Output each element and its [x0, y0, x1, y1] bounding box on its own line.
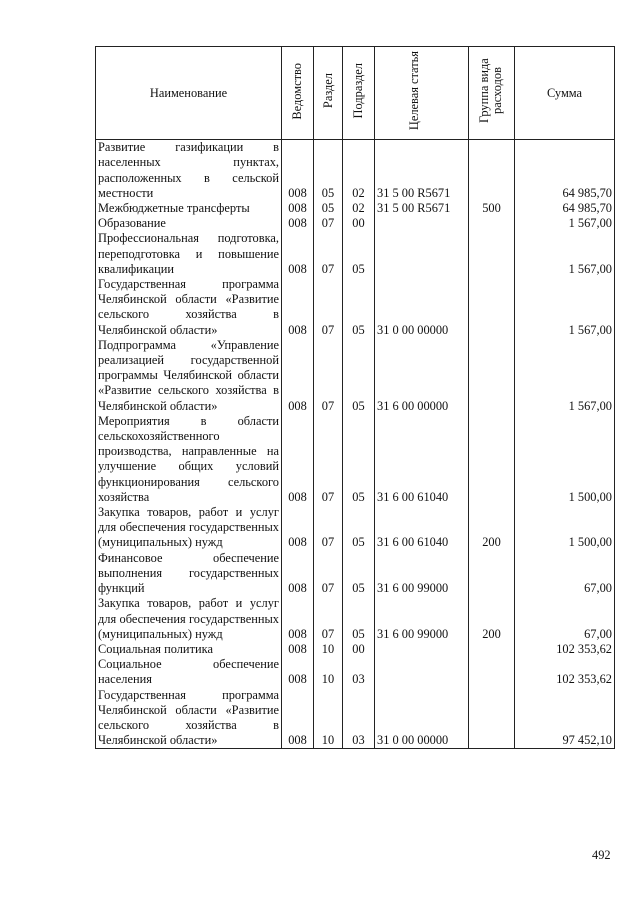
row-summa: 1 567,00 [515, 277, 615, 338]
header-podrazdel: Подраздел [343, 47, 375, 140]
row-gruppa: 200 [469, 505, 515, 551]
table-row [96, 338, 615, 414]
row-summa: 64 985,70 [515, 140, 615, 201]
row-gruppa [469, 551, 515, 597]
page-number: 492 [592, 848, 611, 862]
row-celevaya-statya: 31 6 00 61040 [375, 505, 469, 551]
table-row [96, 216, 615, 231]
table-row [96, 277, 615, 338]
row-celevaya-statya: 31 6 00 61040 [375, 414, 469, 505]
table-row [96, 505, 615, 551]
row-summa: 64 985,70 [515, 201, 615, 216]
table-row [96, 551, 615, 597]
row-podrazdel: 05 [343, 338, 375, 414]
row-vedomstvo: 008 [282, 414, 314, 505]
row-razdel: 07 [314, 338, 343, 414]
header-razdel: Раздел [314, 47, 343, 140]
row-razdel: 07 [314, 596, 343, 642]
row-gruppa [469, 642, 515, 657]
row-vedomstvo: 008 [282, 642, 314, 657]
row-gruppa [469, 688, 515, 749]
row-razdel: 05 [314, 201, 343, 216]
row-vedomstvo: 008 [282, 140, 314, 201]
row-name: Финансовое обеспечение выполнения государственных функций [96, 551, 282, 597]
row-celevaya-statya [375, 231, 469, 277]
row-celevaya-statya: 31 0 00 00000 [375, 688, 469, 749]
row-vedomstvo: 008 [282, 277, 314, 338]
row-name: Подпрограмма «Управление реализацией государственной программы Челябинской области «Развитие сельского хозяйства в Челябинской области» [96, 338, 282, 414]
row-razdel: 07 [314, 505, 343, 551]
row-celevaya-statya: 31 6 00 99000 [375, 596, 469, 642]
row-gruppa [469, 414, 515, 505]
header-vedomstvo: Ведомство [282, 47, 314, 140]
row-podrazdel: 05 [343, 505, 375, 551]
row-gruppa [469, 216, 515, 231]
row-vedomstvo: 008 [282, 505, 314, 551]
row-gruppa [469, 140, 515, 201]
row-summa: 102 353,62 [515, 642, 615, 657]
table-header [96, 47, 615, 140]
table-row [96, 140, 615, 201]
row-podrazdel: 05 [343, 414, 375, 505]
row-podrazdel: 03 [343, 657, 375, 687]
row-gruppa: 200 [469, 596, 515, 642]
row-podrazdel: 02 [343, 140, 375, 201]
row-gruppa [469, 338, 515, 414]
row-vedomstvo: 008 [282, 338, 314, 414]
row-razdel: 07 [314, 551, 343, 597]
row-razdel: 07 [314, 216, 343, 231]
row-celevaya-statya: 31 6 00 00000 [375, 338, 469, 414]
row-gruppa [469, 231, 515, 277]
row-name: Социальное обеспечение населения [96, 657, 282, 687]
header-summa: Сумма [515, 47, 615, 140]
row-summa: 1 567,00 [515, 231, 615, 277]
row-name: Закупка товаров, работ и услуг для обеспечения государственных (муниципальных) нужд [96, 505, 282, 551]
row-podrazdel: 03 [343, 688, 375, 749]
row-summa: 1 500,00 [515, 414, 615, 505]
row-gruppa: 500 [469, 201, 515, 216]
row-razdel: 10 [314, 688, 343, 749]
budget-table [95, 46, 615, 749]
table-row [96, 201, 615, 216]
row-razdel: 07 [314, 231, 343, 277]
row-name: Развитие газификации в населенных пунктах, расположенных в сельской местности [96, 140, 282, 201]
table-row [96, 642, 615, 657]
row-razdel: 10 [314, 642, 343, 657]
row-razdel: 10 [314, 657, 343, 687]
table-row [96, 231, 615, 277]
row-vedomstvo: 008 [282, 657, 314, 687]
row-vedomstvo: 008 [282, 231, 314, 277]
row-podrazdel: 00 [343, 642, 375, 657]
row-vedomstvo: 008 [282, 551, 314, 597]
row-vedomstvo: 008 [282, 201, 314, 216]
row-summa: 67,00 [515, 551, 615, 597]
row-celevaya-statya: 31 5 00 R5671 [375, 201, 469, 216]
row-gruppa [469, 657, 515, 687]
row-name: Закупка товаров, работ и услуг для обеспечения государственных (муниципальных) нужд [96, 596, 282, 642]
row-name: Межбюджетные трансферты [96, 201, 282, 216]
row-podrazdel: 05 [343, 231, 375, 277]
row-name: Государственная программа Челябинской области «Развитие сельского хозяйства в Челябинской области» [96, 688, 282, 749]
row-summa: 1 500,00 [515, 505, 615, 551]
table-row [96, 596, 615, 642]
row-name: Мероприятия в области сельскохозяйственного производства, направленные на улучшение общих условий функционирования сельского хозяйства [96, 414, 282, 505]
row-celevaya-statya [375, 657, 469, 687]
row-podrazdel: 05 [343, 596, 375, 642]
table-row [96, 657, 615, 687]
row-celevaya-statya: 31 6 00 99000 [375, 551, 469, 597]
row-podrazdel: 02 [343, 201, 375, 216]
row-gruppa [469, 277, 515, 338]
row-name: Профессиональная подготовка, переподготовка и повышение квалификации [96, 231, 282, 277]
header-celevaya-statya: Целевая статья [375, 47, 469, 140]
row-summa: 102 353,62 [515, 657, 615, 687]
table-row [96, 688, 615, 749]
row-celevaya-statya [375, 642, 469, 657]
row-razdel: 05 [314, 140, 343, 201]
row-summa: 1 567,00 [515, 338, 615, 414]
table-body [96, 140, 615, 749]
row-razdel: 07 [314, 414, 343, 505]
row-vedomstvo: 008 [282, 688, 314, 749]
row-celevaya-statya [375, 216, 469, 231]
row-celevaya-statya: 31 0 00 00000 [375, 277, 469, 338]
row-vedomstvo: 008 [282, 596, 314, 642]
row-celevaya-statya: 31 5 00 R5671 [375, 140, 469, 201]
header-name: Наименование [96, 47, 282, 140]
row-summa: 97 452,10 [515, 688, 615, 749]
row-podrazdel: 05 [343, 551, 375, 597]
row-summa: 67,00 [515, 596, 615, 642]
row-name: Государственная программа Челябинской области «Развитие сельского хозяйства в Челябинской области» [96, 277, 282, 338]
row-name: Образование [96, 216, 282, 231]
row-podrazdel: 05 [343, 277, 375, 338]
header-gruppa-vida-rashodov: Группа вида расходов [469, 47, 515, 140]
table-row [96, 414, 615, 505]
row-razdel: 07 [314, 277, 343, 338]
row-podrazdel: 00 [343, 216, 375, 231]
row-vedomstvo: 008 [282, 216, 314, 231]
row-summa: 1 567,00 [515, 216, 615, 231]
row-name: Социальная политика [96, 642, 282, 657]
